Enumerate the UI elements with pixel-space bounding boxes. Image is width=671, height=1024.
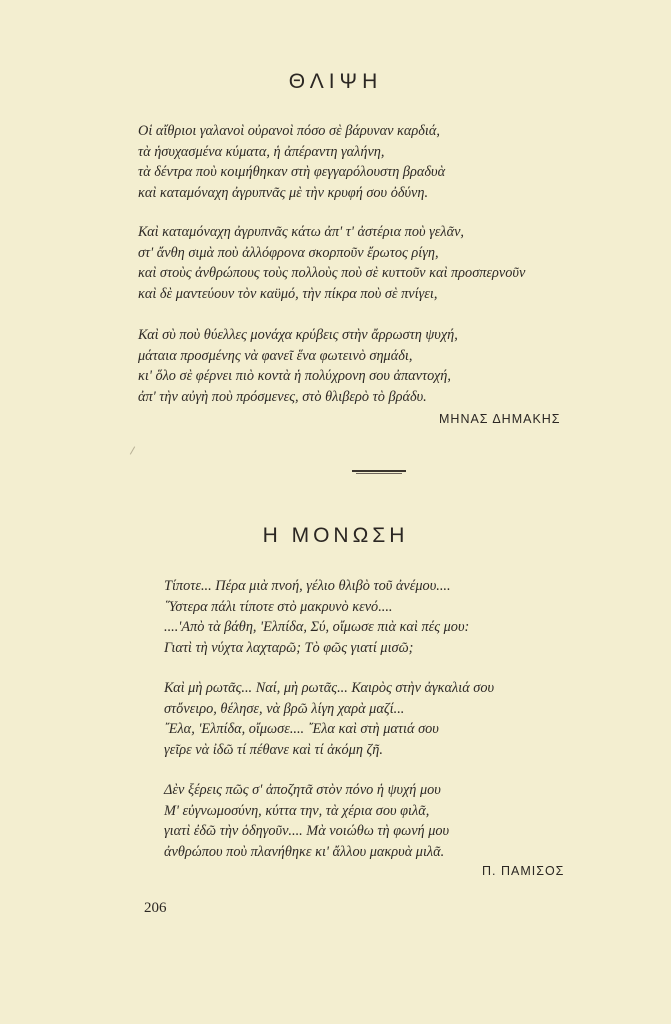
stray-mark [130,446,135,454]
divider-rule-thin [356,473,402,474]
poem1-stanza-2 [138,222,525,304]
poem-line: τὰ δέντρα ποὺ κοιμήθηκαν στὴ φεγγαρόλουστη βραδυὰ [138,164,446,180]
poem-line: ....'Απὸ τὰ βάθη, 'Ελπίδα, Σύ, οἴμωσε πιὰ καὶ πές μου: [164,619,470,635]
poem-line: Οἱ αἴθριοι γαλανοὶ οὐρανοὶ πόσο σὲ βάρυναν καρδιά, [138,123,440,139]
poem2-author: Π. ΠΑΜΙΣΟΣ [482,864,565,878]
section-divider [352,470,406,474]
poem-line: Καὶ καταμόναχη ἀγρυπνᾶς κάτω ἀπ' τ' ἀστέρια ποὺ γελᾶν, [138,224,464,240]
poem2-title: Η ΜΟΝΩΣΗ [262,524,409,547]
poem-line: Γιατὶ τὴ νύχτα λαχταρῶ; Τὸ φῶς γιατί μισῶ; [164,639,414,656]
poem-line: στ' ἄνθη σιμὰ ποὺ ἀλλόφρονα σκορποῦν ἔρωτος ρίγη, [138,244,439,261]
page-number: 206 [144,900,167,916]
poem1-stanza-1 [138,121,445,203]
poem-line: Καὶ σὺ ποὺ θύελλες μονάχα κρύβεις στὴν ἄρρωστη ψυχή, [138,327,458,343]
poem-line: Τίποτε... Πέρα μιὰ πνοή, γέλιο θλιβὸ τοῦ ἀνέμου.... [164,578,451,594]
poem-line: Δὲν ξέρεις πῶς σ' ἀποζητᾶ στὸν πόνο ἡ ψυχή μου [164,782,441,798]
poem-line: ἀνθρώπου ποὺ πλανήθηκε κι' ἄλλου μακρυὰ μιλᾶ. [164,843,445,860]
poem-line: καὶ δὲ μαντεύουν τὸν καϋμό, τὴν πίκρα ποὺ σὲ πνίγει, [138,285,438,302]
poem1-title: ΘΛΙΨΗ [288,70,383,93]
poem-line: Μ' εὐγνωμοσύνη, κύττα την, τὰ χέρια σου φιλᾶ, [164,802,430,819]
poem2-stanza-1 [164,576,469,658]
poem-line: ἀπ' τὴν αὐγὴ ποὺ πρόσμενες, στὸ θλιβερὸ τὸ βράδυ. [138,388,427,405]
poem-line: γεῖρε νὰ ἰδῶ τί πέθανε καὶ τί ἀκόμη ζῆ. [164,741,383,758]
poem2-stanza-3 [164,780,449,862]
poem-line: καὶ καταμόναχη ἀγρυπνᾶς μὲ τὴν κρυφή σου ὀδύνη. [138,184,429,201]
poem-line: μάταια προσμένης νὰ φανεῖ ἕνα φωτεινὸ σημάδι, [138,347,413,364]
poem2-stanza-2 [164,678,494,760]
divider-rule-thick [352,470,406,472]
poem-line: τὰ ἡσυχασμένα κύματα, ἡ ἀπέραντη γαλήνη, [138,143,385,160]
poem-line: καὶ στοὺς ἀνθρώπους τοὺς πολλοὺς ποὺ σὲ κυττοῦν καὶ προσπερνοῦν [138,265,526,281]
poem-line: Καὶ μὴ ρωτᾶς... Ναί, μὴ ρωτᾶς... Καιρὸς στὴν ἀγκαλιά σου [164,680,495,696]
poem-line: γιατὶ ἐδῶ τὴν ὁδηγοῦν.... Μὰ νοιώθω τὴ φωνή μου [164,823,450,839]
poem1-stanza-3 [138,325,458,407]
poem-line: κι' ὅλο σὲ φέρνει πιὸ κοντὰ ἡ πολύχρονη σου ἀπαντοχή, [138,368,451,384]
poem-line: ῞Υστερα πάλι τίποτε στὸ μακρυνὸ κενό.... [164,598,393,615]
poem-line: ῎Ελα, 'Ελπίδα, οἴμωσε.... ῎Ελα καὶ στὴ ματιά σου [164,721,439,737]
poem1-author: ΜΗΝΑΣ ΔΗΜΑΚΗΣ [439,412,561,426]
poem-line: στὄνειρο, θέλησε, νὰ βρῶ λίγη χαρὰ μαζί... [164,700,405,717]
